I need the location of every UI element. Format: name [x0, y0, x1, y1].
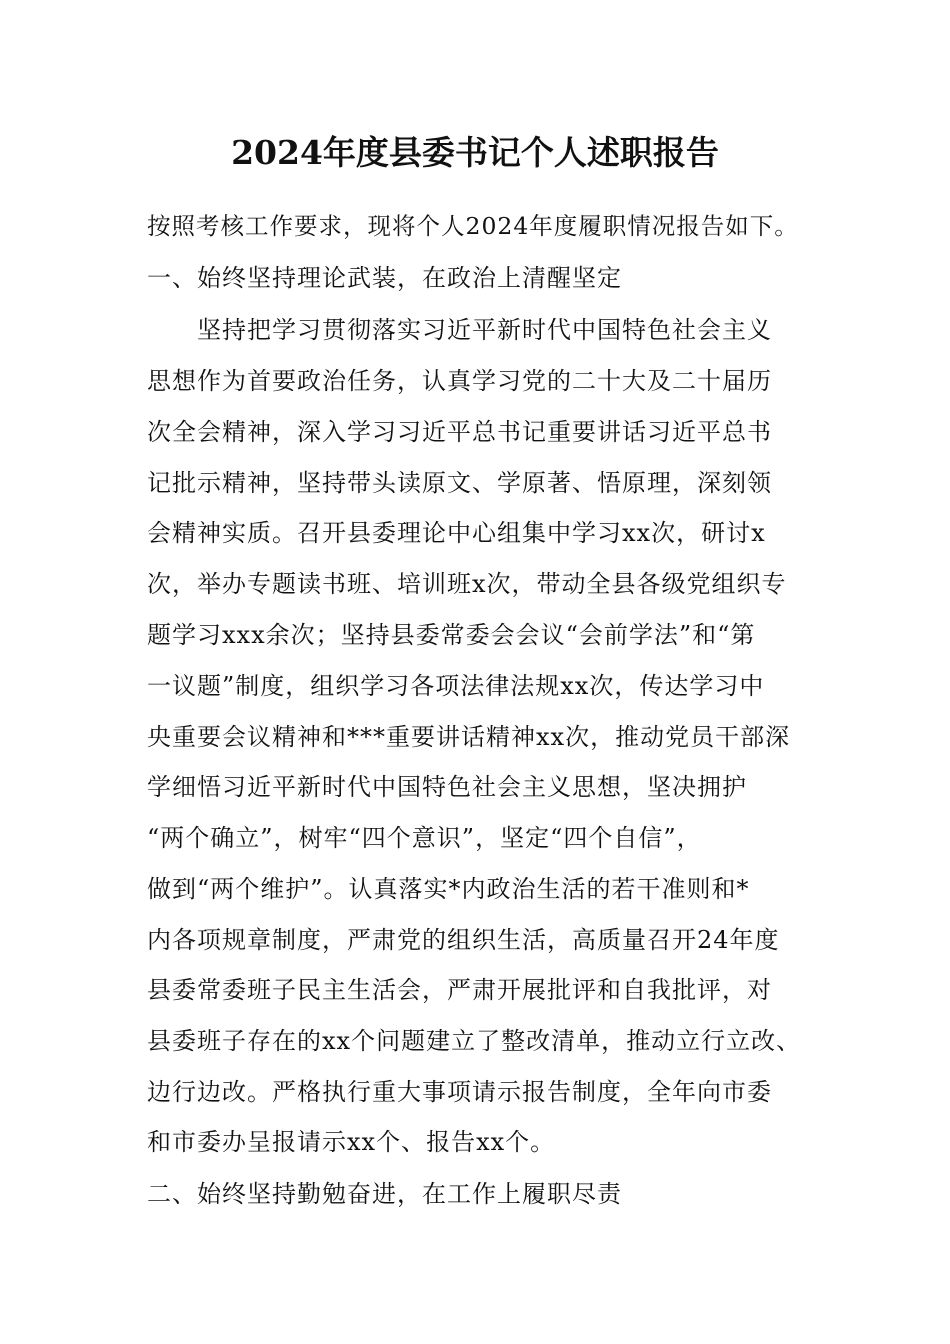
section-2-heading: 二、始终坚持勤勉奋进，在工作上履职尽责 [147, 1180, 622, 1208]
section-1-line: 记批示精神，坚持带头读原文、学原著、悟原理，深刻领 [147, 469, 772, 497]
section-1-line: 央重要会议精神和***重要讲话精神xx次，推动党员干部深 [147, 723, 791, 751]
section-1-line: 一议题”制度，组织学习各项法律法规xx次，传达学习中 [147, 672, 765, 700]
section-1-line: 县委班子存在的xx个问题建立了整改清单，推动立行立改、 [147, 1027, 802, 1055]
section-1-line: 次，举办专题读书班、培训班x次，带动全县各级党组织专 [147, 570, 787, 598]
section-1-line: 思想作为首要政治任务，认真学习党的二十大及二十届历 [147, 367, 772, 395]
section-1-line: 学细悟习近平新时代中国特色社会主义思想，坚决拥护 [147, 773, 747, 801]
section-1-line: 和市委办呈报请示xx个、报告xx个。 [147, 1128, 556, 1156]
section-1-line: 内各项规章制度，严肃党的组织生活，高质量召开24年度 [147, 926, 780, 954]
section-1-line: 县委常委班子民主生活会，严肃开展批评和自我批评，对 [147, 976, 772, 1004]
section-1-line: 次全会精神，深入学习习近平总书记重要讲话习近平总书 [147, 418, 772, 446]
section-1-line: 会精神实质。召开县委理论中心组集中学习xx次，研讨x [147, 519, 766, 547]
section-1-line: 边行边改。严格执行重大事项请示报告制度，全年向市委 [147, 1078, 772, 1106]
section-1-line: 做到“两个维护”。认真落实*内政治生活的若干准则和* [147, 875, 750, 903]
intro-paragraph: 按照考核工作要求，现将个人2024年度履职情况报告如下。 [147, 212, 799, 240]
section-1-line: 坚持把学习贯彻落实习近平新时代中国特色社会主义 [197, 316, 772, 344]
section-1-heading: 一、始终坚持理论武装，在政治上清醒坚定 [147, 264, 622, 292]
document-title: 2024年度县委书记个人述职报告 [231, 133, 719, 172]
section-1-line: “两个确立”，树牢“四个意识”，坚定“四个自信”， [147, 824, 702, 852]
section-1-line: 题学习xxx余次；坚持县委常委会会议“会前学法”和“第 [147, 621, 756, 649]
